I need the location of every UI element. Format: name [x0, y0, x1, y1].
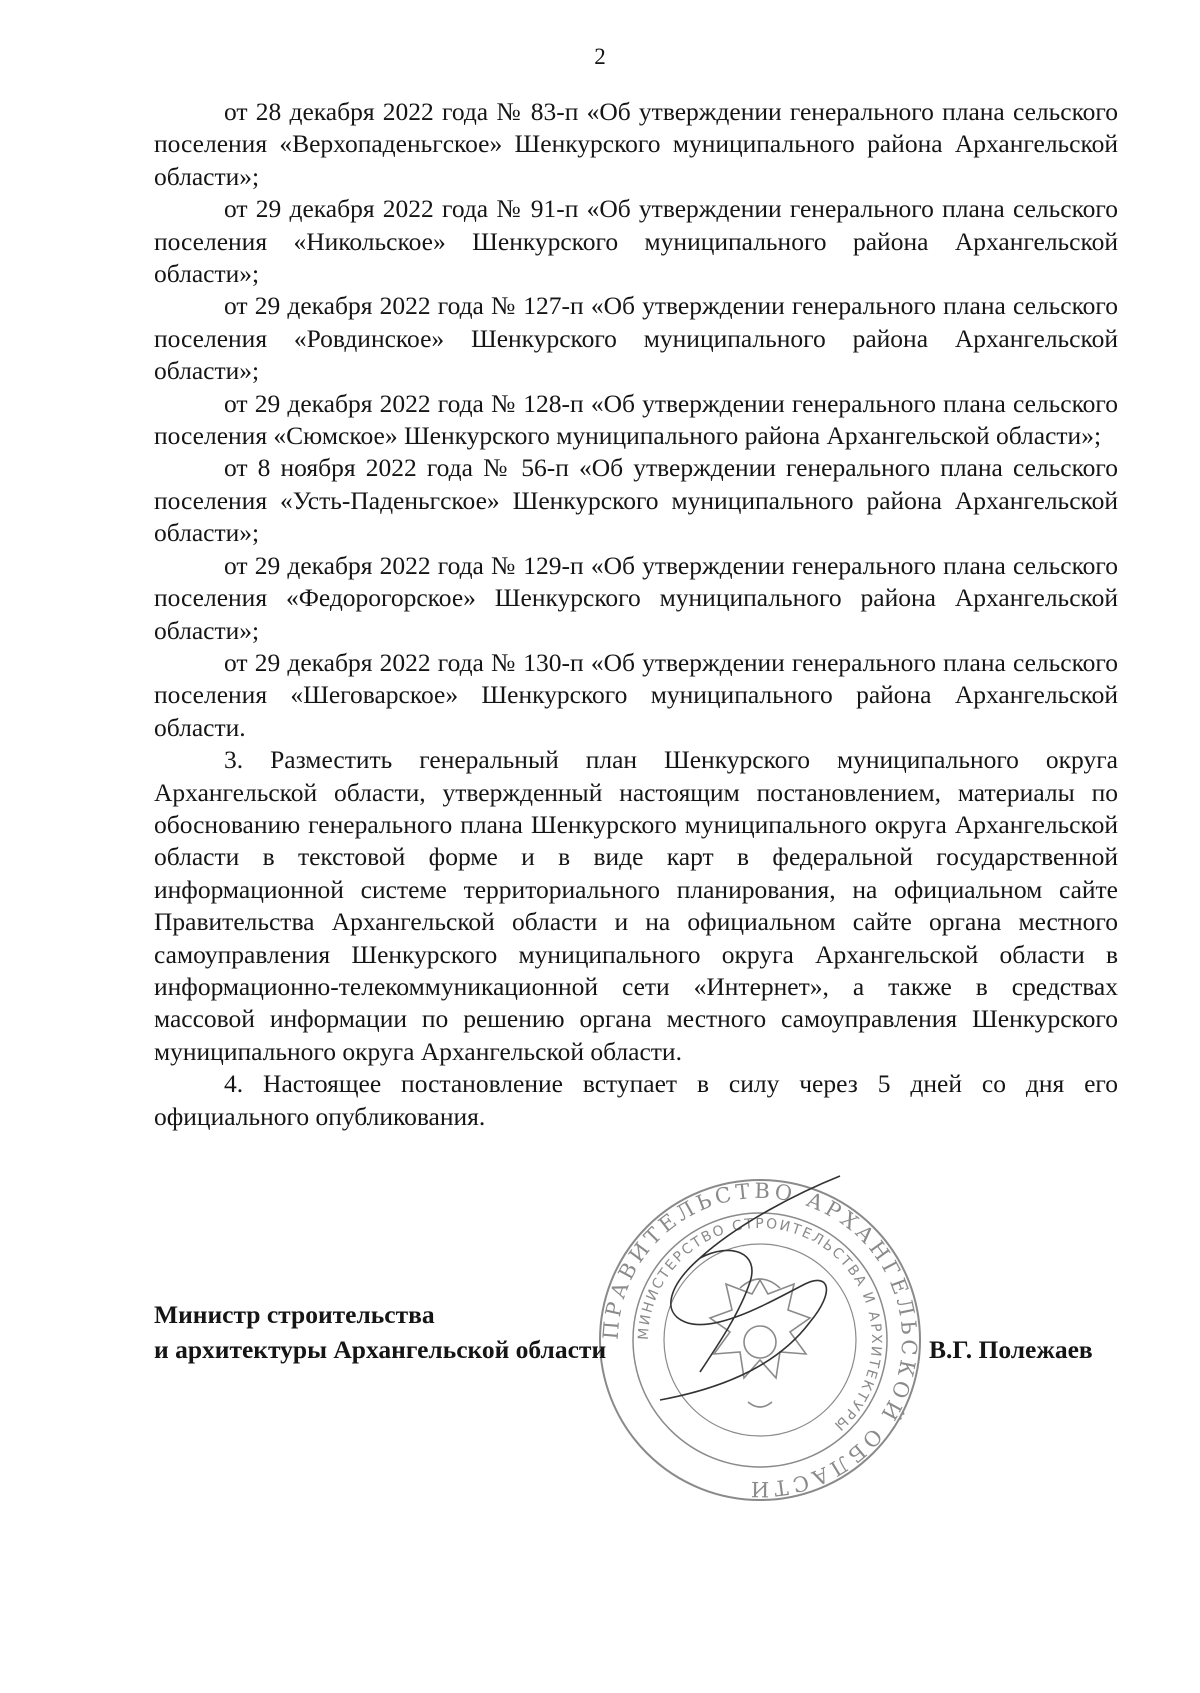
paragraph-item-4: 4. Настоящее постановление вступает в силу через 5 дней со дня его официального опубликования. — [154, 1069, 1118, 1131]
signatory-name: В.Г. Полежаев — [929, 1335, 1093, 1364]
seal-outer-text: ПРАВИТЕЛЬСТВО АРХАНГЕЛЬСКОЙ ОБЛАСТИ — [598, 1178, 922, 1502]
paragraph-decree-128: от 29 декабря 2022 года № 128-п «Об утверждении генерального плана сельского поселения «Сюмское» Шенкурского муниципального района Архангельской области»; — [154, 388, 1118, 451]
paragraph-decree-56: от 8 ноября 2022 года № 56-п «Об утверждении генерального плана сельского поселения «Усть-Паденьгское» Шенкурского муниципального района Архангельской области»; — [154, 453, 1118, 548]
paragraph-decree-130: от 29 декабря 2022 года № 130-п «Об утверждении генерального плана сельского поселения «Шеговарское» Шенкурского муниципального района Архангельской области. — [154, 647, 1118, 742]
page-number: 2 — [594, 44, 606, 69]
paragraph-item-3: 3. Разместить генеральный план Шенкурского муниципального округа Архангельской области, утвержденный настоящим постановлением, материалы по обоснованию генерального плана Шенкурского муниципального округа Архангельской области в текстовой форме и в виде карт в федеральной государственной информационной системе территориального планирования, на официальном сайте Правительства Архангельской области и на официальном сайте органа местного самоуправления Шенкурского муниципального округа Архангельской области в информационно-телекоммуникационной сети «Интернет», а также в средствах массовой информации по решению органа местного самоуправления Шенкурского муниципального округа Архангельской области. — [154, 745, 1118, 1066]
paragraph-decree-129: от 29 декабря 2022 года № 129-п «Об утверждении генерального плана сельского поселения «Федорогорское» Шенкурского муниципального района Архангельской области»; — [154, 550, 1118, 645]
signatory-position-line-1: Министр строительства — [154, 1300, 435, 1329]
document-body — [154, 96, 1118, 1133]
handwritten-signature — [630, 1172, 850, 1402]
seal-inner-text: МИНИСТЕРСТВО СТРОИТЕЛЬСТВА И АРХИТЕКТУРЫ — [635, 1215, 885, 1435]
paragraph-decree-83: от 28 декабря 2022 года № 83-п «Об утверждении генерального плана сельского поселения «Верхопаденьгское» Шенкурского муниципального района Архангельской области»; — [154, 97, 1118, 191]
paragraph-decree-127: от 29 декабря 2022 года № 127-п «Об утверждении генерального плана сельского поселения «Ровдинское» Шенкурского муниципального района Архангельской области»; — [154, 291, 1118, 386]
signatory-position-line-2: и архитектуры Архангельской области — [154, 1335, 607, 1364]
signatory-position — [154, 1297, 606, 1367]
paragraph-decree-91: от 29 декабря 2022 года № 91-п «Об утверждении генерального плана сельского поселения «Никольское» Шенкурского муниципального района Архангельской области»; — [154, 194, 1118, 289]
